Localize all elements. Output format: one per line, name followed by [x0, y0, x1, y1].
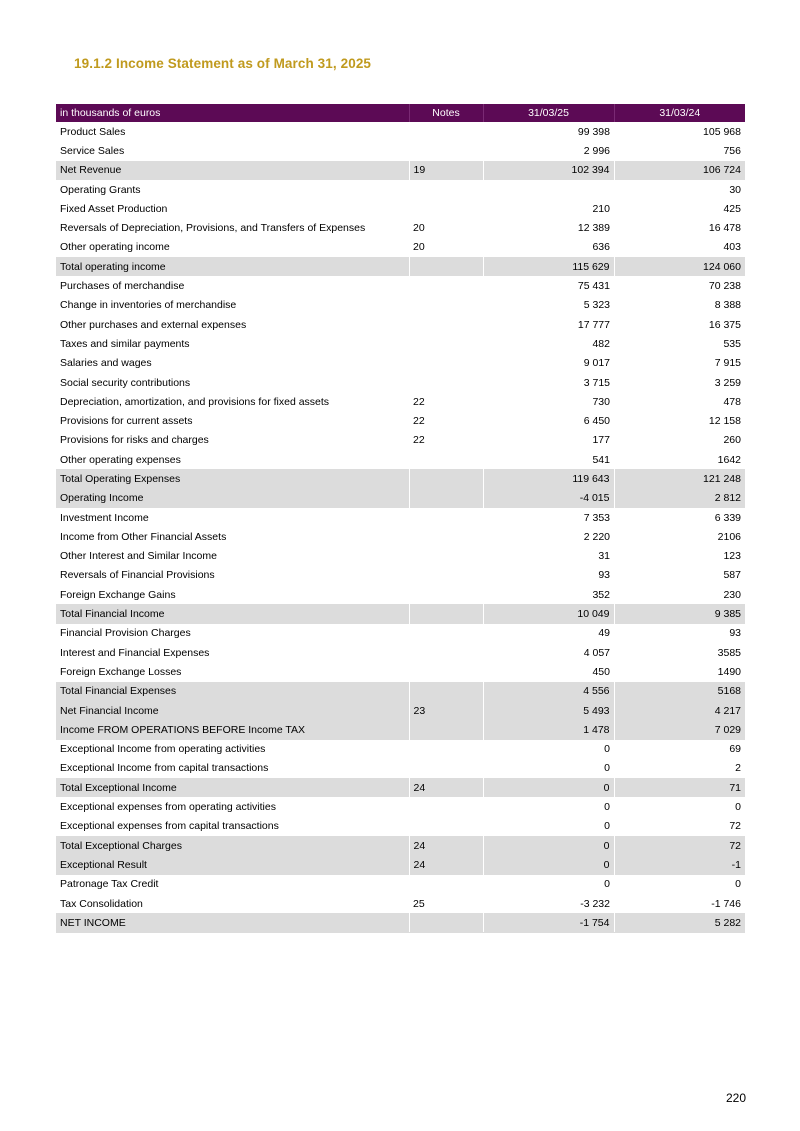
- row-previous-value: 3 259: [714, 376, 741, 389]
- row-notes: [409, 875, 483, 894]
- row-notes: [409, 141, 483, 160]
- table-row: [56, 334, 745, 353]
- row-previous-value: 2106: [717, 530, 741, 543]
- table-row: [56, 141, 745, 160]
- row-previous-value: 403: [723, 241, 741, 254]
- row-label: Other Interest and Similar Income: [60, 550, 217, 563]
- row-notes: [409, 527, 483, 546]
- row-previous-value: 93: [729, 627, 741, 640]
- table-row: [56, 720, 745, 739]
- row-current-value: -3 232: [580, 897, 610, 910]
- row-label: Financial Provision Charges: [60, 627, 191, 640]
- row-notes: 22: [413, 395, 425, 408]
- table-row: [56, 199, 745, 218]
- row-previous-value: 756: [723, 144, 741, 157]
- row-label: Reversals of Financial Provisions: [60, 569, 215, 582]
- header-previous-period: 31/03/24: [614, 104, 745, 122]
- row-current-value: 0: [604, 820, 610, 833]
- row-notes: [409, 547, 483, 566]
- row-label: Net Financial Income: [56, 701, 409, 720]
- row-notes: [409, 257, 483, 276]
- table-row: [56, 392, 745, 411]
- row-previous-value: 0: [735, 878, 741, 891]
- row-current-value: 99 398: [577, 125, 610, 138]
- row-previous-value: 69: [729, 743, 741, 756]
- table-row: [56, 585, 745, 604]
- row-previous-value: 230: [723, 588, 741, 601]
- row-current-value: 49: [598, 627, 610, 640]
- row-current-value: 5 493: [483, 701, 614, 720]
- row-label: Patronage Tax Credit: [60, 878, 159, 891]
- row-label: Total Financial Expenses: [56, 682, 409, 701]
- row-previous-value: 72: [614, 836, 745, 855]
- row-previous-value: 12 158: [708, 415, 741, 428]
- row-label: Purchases of merchandise: [60, 280, 185, 293]
- table-row: [56, 161, 745, 180]
- row-label: Investment Income: [60, 511, 149, 524]
- table-row: [56, 913, 745, 933]
- row-previous-value: 121 248: [614, 469, 745, 488]
- row-notes: [409, 624, 483, 643]
- row-label: Foreign Exchange Gains: [60, 588, 176, 601]
- table-row: [56, 431, 745, 450]
- table-row: [56, 218, 745, 237]
- row-notes: 23: [409, 701, 483, 720]
- row-current-value: -4 015: [483, 489, 614, 508]
- table-row: [56, 662, 745, 681]
- row-notes: [409, 604, 483, 623]
- table-row: [56, 875, 745, 894]
- row-current-value: 0: [604, 878, 610, 891]
- row-current-value: 75 431: [577, 280, 610, 293]
- row-current-value: 482: [592, 337, 610, 350]
- row-previous-value: 8 388: [714, 299, 741, 312]
- row-previous-value: 30: [729, 183, 741, 196]
- row-label: Tax Consolidation: [60, 897, 143, 910]
- row-current-value: 6 450: [583, 415, 610, 428]
- row-notes: [409, 817, 483, 836]
- row-notes: 24: [409, 778, 483, 797]
- table-row: [56, 855, 745, 874]
- row-notes: [409, 276, 483, 295]
- table-row: [56, 604, 745, 623]
- row-current-value: 541: [592, 453, 610, 466]
- row-previous-value: 478: [723, 395, 741, 408]
- row-current-value: 7 353: [583, 511, 610, 524]
- row-previous-value: 123: [723, 550, 741, 563]
- row-previous-value: 4 217: [614, 701, 745, 720]
- row-previous-value: 587: [723, 569, 741, 582]
- row-notes: [409, 180, 483, 199]
- row-label: Exceptional Income from capital transactions: [60, 762, 269, 775]
- row-previous-value: 0: [735, 801, 741, 814]
- table-row: [56, 740, 745, 759]
- row-label: Exceptional Income from operating activities: [60, 743, 266, 756]
- row-label: Provisions for current assets: [60, 415, 193, 428]
- row-current-value: 3 715: [583, 376, 610, 389]
- row-label: Change in inventories of merchandise: [60, 299, 237, 312]
- row-notes: [409, 566, 483, 585]
- row-notes: 20: [413, 241, 425, 254]
- row-notes: [409, 450, 483, 469]
- row-label: Other purchases and external expenses: [60, 318, 247, 331]
- row-label: Total Exceptional Charges: [56, 836, 409, 855]
- row-notes: [409, 508, 483, 527]
- row-label: Income from Other Financial Assets: [60, 530, 227, 543]
- row-notes: [409, 354, 483, 373]
- row-current-value: 1 478: [483, 720, 614, 739]
- row-previous-value: 71: [614, 778, 745, 797]
- row-notes: [409, 585, 483, 604]
- row-current-value: 115 629: [483, 257, 614, 276]
- table-row: [56, 836, 745, 855]
- row-notes: [409, 643, 483, 662]
- row-previous-value: 7 915: [714, 357, 741, 370]
- row-previous-value: -1 746: [711, 897, 741, 910]
- row-label: Total operating income: [56, 257, 409, 276]
- table-row: [56, 238, 745, 257]
- row-label: Salaries and wages: [60, 357, 152, 370]
- row-notes: [409, 315, 483, 334]
- table-row: [56, 276, 745, 295]
- row-previous-value: 5 282: [614, 913, 745, 933]
- row-previous-value: 6 339: [714, 511, 741, 524]
- row-previous-value: 72: [729, 820, 741, 833]
- row-notes: 22: [413, 434, 425, 447]
- row-current-value: 0: [483, 855, 614, 874]
- table-row: [56, 296, 745, 315]
- row-current-value: 119 643: [483, 469, 614, 488]
- row-label: Foreign Exchange Losses: [60, 665, 182, 678]
- row-notes: [409, 296, 483, 315]
- table-row: [56, 547, 745, 566]
- row-previous-value: 70 238: [708, 280, 741, 293]
- row-previous-value: 124 060: [614, 257, 745, 276]
- row-label: Net Revenue: [56, 161, 409, 180]
- table-body: [56, 122, 745, 933]
- row-notes: 24: [409, 836, 483, 855]
- table-row: [56, 122, 745, 141]
- table-row: [56, 508, 745, 527]
- header-current-period: 31/03/25: [483, 104, 614, 122]
- row-notes: 24: [409, 855, 483, 874]
- page-number: 220: [725, 1091, 746, 1105]
- table-row: [56, 450, 745, 469]
- row-current-value: 0: [604, 801, 610, 814]
- row-notes: [409, 489, 483, 508]
- table-row: [56, 373, 745, 392]
- row-label: Taxes and similar payments: [60, 337, 190, 350]
- row-previous-value: 105 968: [703, 125, 741, 138]
- row-notes: 19: [409, 161, 483, 180]
- row-current-value: 636: [592, 241, 610, 254]
- row-current-value: 0: [483, 836, 614, 855]
- table-row: [56, 180, 745, 199]
- row-label: Provisions for risks and charges: [60, 434, 209, 447]
- table-row: [56, 778, 745, 797]
- row-current-value: 4 556: [483, 682, 614, 701]
- row-label: Total Exceptional Income: [56, 778, 409, 797]
- row-label: Reversals of Depreciation, Provisions, and Transfers of Expenses: [60, 222, 366, 235]
- row-notes: [409, 797, 483, 816]
- row-label: Operating Grants: [60, 183, 141, 196]
- row-previous-value: -1: [614, 855, 745, 874]
- table-row: [56, 527, 745, 546]
- row-previous-value: 16 375: [708, 318, 741, 331]
- row-previous-value: 3585: [717, 646, 741, 659]
- row-current-value: 0: [604, 762, 610, 775]
- row-notes: [409, 913, 483, 933]
- row-current-value: 210: [592, 202, 610, 215]
- row-notes: [409, 334, 483, 353]
- row-previous-value: 1490: [717, 665, 741, 678]
- row-label: Fixed Asset Production: [60, 202, 168, 215]
- row-label: Social security contributions: [60, 376, 191, 389]
- row-current-value: 5 323: [583, 299, 610, 312]
- table-row: [56, 566, 745, 585]
- table-row: [56, 315, 745, 334]
- table-row: [56, 624, 745, 643]
- row-current-value: [483, 180, 614, 199]
- row-previous-value: 260: [723, 434, 741, 447]
- row-label: Exceptional expenses from capital transactions: [60, 820, 279, 833]
- row-label: NET INCOME: [56, 913, 409, 933]
- row-notes: [409, 373, 483, 392]
- table-row: [56, 489, 745, 508]
- table-row: [56, 354, 745, 373]
- table-row: [56, 797, 745, 816]
- row-previous-value: 16 478: [708, 222, 741, 235]
- table-row: [56, 894, 745, 913]
- row-label: Other operating expenses: [60, 453, 181, 466]
- row-previous-value: 7 029: [614, 720, 745, 739]
- table-row: [56, 411, 745, 430]
- row-notes: [409, 469, 483, 488]
- row-label: Total Operating Expenses: [56, 469, 409, 488]
- row-label: Depreciation, amortization, and provisions for fixed assets: [60, 395, 330, 408]
- table-row: [56, 817, 745, 836]
- row-label: Income FROM OPERATIONS BEFORE Income TAX: [56, 720, 409, 739]
- row-label: Product Sales: [60, 125, 126, 138]
- row-current-value: 0: [604, 743, 610, 756]
- row-current-value: 730: [592, 395, 610, 408]
- row-current-value: 31: [598, 550, 610, 563]
- table-row: [56, 257, 745, 276]
- row-current-value: 93: [598, 569, 610, 582]
- row-current-value: 102 394: [483, 161, 614, 180]
- table-row: [56, 701, 745, 720]
- row-label: Total Financial Income: [56, 604, 409, 623]
- table-row: [56, 643, 745, 662]
- header-label: in thousands of euros: [56, 104, 409, 122]
- row-previous-value: 2 812: [614, 489, 745, 508]
- row-notes: 22: [413, 415, 425, 428]
- row-notes: [409, 199, 483, 218]
- row-previous-value: 9 385: [614, 604, 745, 623]
- row-notes: [409, 740, 483, 759]
- row-previous-value: 535: [723, 337, 741, 350]
- row-current-value: 10 049: [483, 604, 614, 623]
- row-notes: 20: [413, 222, 425, 235]
- row-current-value: 177: [592, 434, 610, 447]
- row-current-value: 17 777: [577, 318, 610, 331]
- row-label: Interest and Financial Expenses: [60, 646, 210, 659]
- row-current-value: 2 220: [583, 530, 610, 543]
- row-current-value: 2 996: [583, 144, 610, 157]
- row-previous-value: 425: [723, 202, 741, 215]
- row-previous-value: 106 724: [614, 161, 745, 180]
- row-notes: [409, 122, 483, 141]
- row-current-value: 12 389: [577, 222, 610, 235]
- row-current-value: 4 057: [583, 646, 610, 659]
- row-notes: [409, 682, 483, 701]
- row-previous-value: 1642: [717, 453, 741, 466]
- header-notes: Notes: [409, 104, 483, 122]
- table-row: [56, 759, 745, 778]
- row-current-value: 450: [592, 665, 610, 678]
- row-label: Exceptional expenses from operating activities: [60, 801, 276, 814]
- row-label: Service Sales: [60, 144, 125, 157]
- row-label: Other operating income: [60, 241, 170, 254]
- row-notes: [409, 662, 483, 681]
- row-notes: [409, 720, 483, 739]
- section-title: 19.1.2 Income Statement as of March 31, 2025: [74, 56, 372, 71]
- table-header-row: [56, 104, 745, 122]
- row-notes: [409, 759, 483, 778]
- row-current-value: -1 754: [483, 913, 614, 933]
- row-previous-value: 2: [735, 762, 741, 775]
- row-notes: 25: [413, 897, 425, 910]
- table-row: [56, 469, 745, 488]
- row-current-value: 9 017: [583, 357, 610, 370]
- table-row: [56, 682, 745, 701]
- row-current-value: 352: [592, 588, 610, 601]
- row-previous-value: 5168: [614, 682, 745, 701]
- row-label: Operating Income: [56, 489, 409, 508]
- income-statement-table: [56, 104, 745, 933]
- row-current-value: 0: [483, 778, 614, 797]
- row-label: Exceptional Result: [56, 855, 409, 874]
